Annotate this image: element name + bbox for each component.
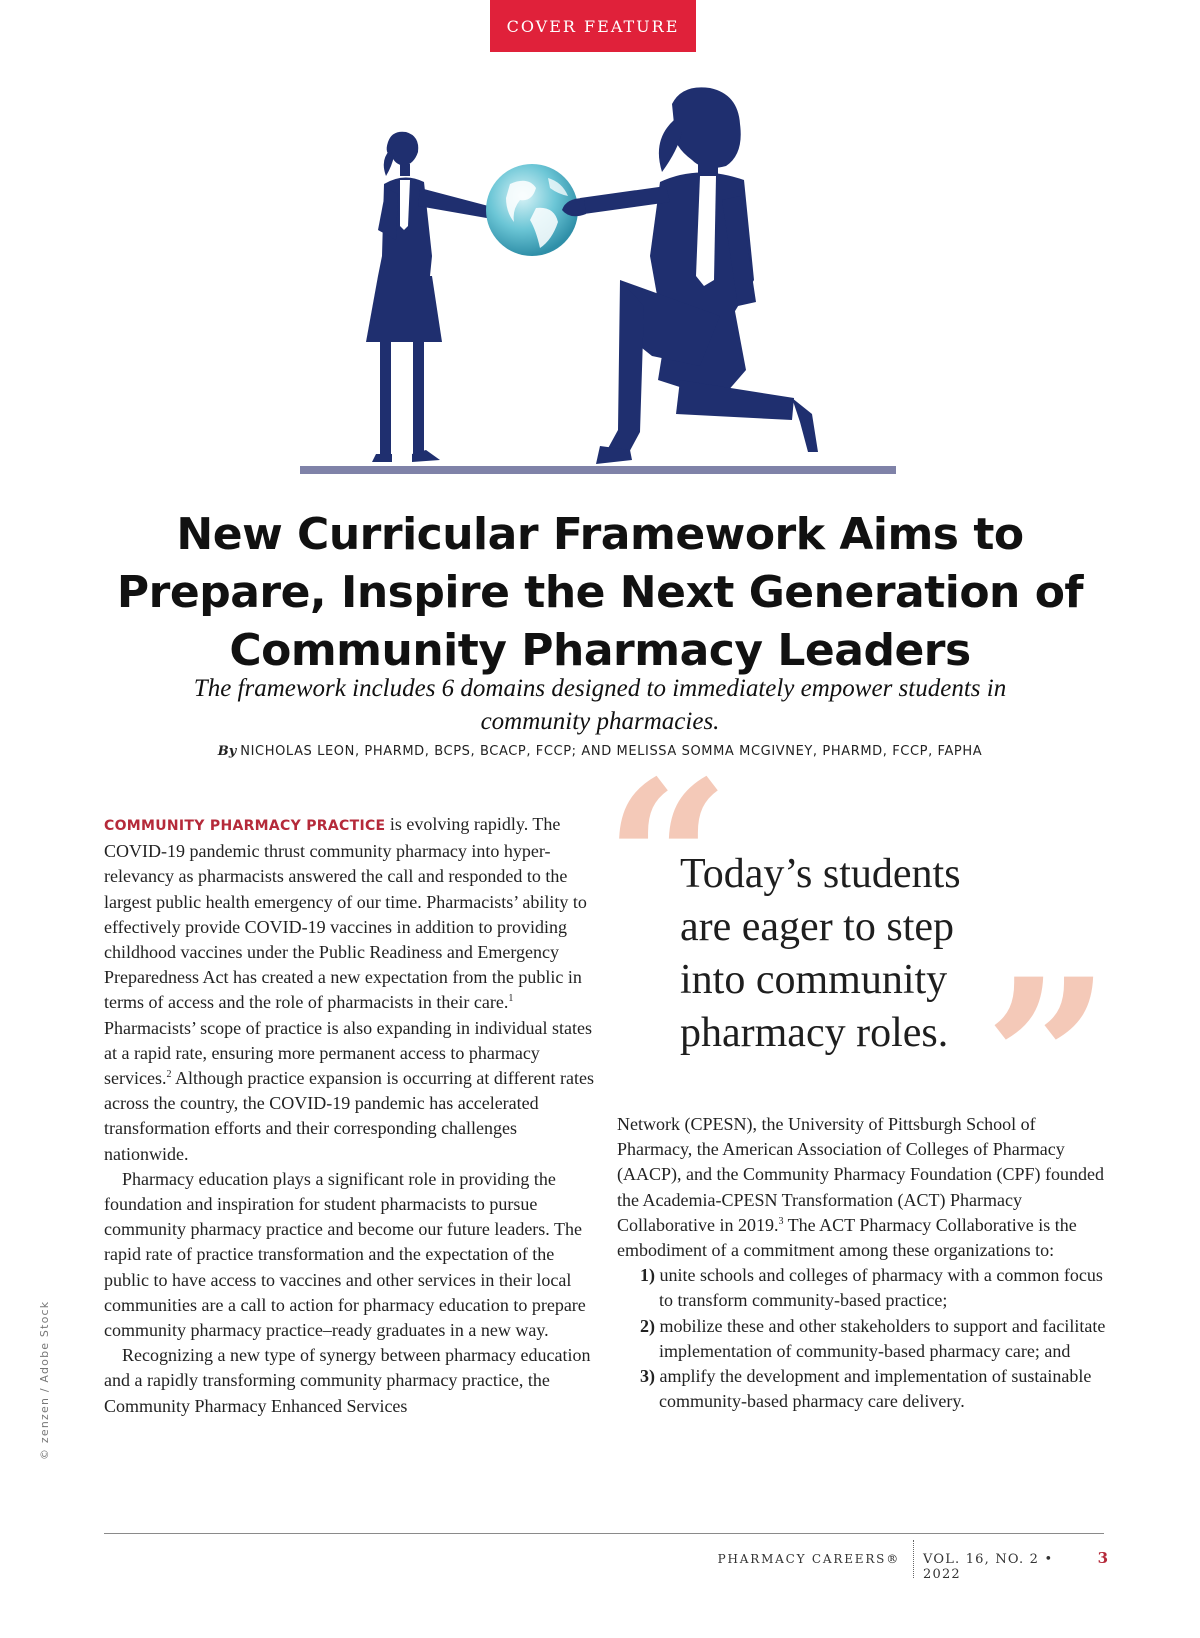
footnote-ref: 2 — [166, 1069, 172, 1081]
hero-illustration — [300, 80, 900, 480]
body-column-left — [104, 812, 598, 1419]
page-number: 3 — [1097, 1549, 1108, 1567]
body-text: Pharmacists’ scope of practice is also expanding in individual states at a rapid rate, ensuring more permanent access to pharmacy services. — [104, 1017, 593, 1089]
list-number: 1) — [640, 1265, 655, 1286]
list-item — [617, 1314, 1107, 1364]
footer-rule — [104, 1533, 1104, 1534]
list-number: 2) — [640, 1315, 655, 1336]
list-item — [617, 1263, 1107, 1313]
list-text: unite schools and colleges of pharmacy with a common focus to transform community-based practice; — [659, 1265, 1103, 1311]
lead-in: COMMUNITY PHARMACY PRACTICE — [104, 818, 386, 834]
list-text: amplify the development and implementation of sustainable community-based pharmacy care delivery. — [659, 1366, 1092, 1412]
student-figure — [366, 132, 498, 462]
list-text: mobilize these and other stakeholders to support and facilitate implementation of community-based pharmacy care; and — [659, 1315, 1106, 1361]
body-text: is evolving rapidly. The COVID-19 pandemic thrust community pharmacy into hyper-relevancy as pharmacists answered the call and responded to the largest public health emergency of our time. Pharmacists’ ability to effectively provide COVID-19 vaccines in addition to providing childhood vaccines under the Public Readiness and Emergency Preparedness Act has created a new expectation from the public in terms of access and the role of pharmacists in their care. — [104, 814, 587, 1013]
photo-credit: © zenzen / Adobe Stock — [38, 1300, 51, 1460]
body-paragraph: Pharmacy education plays a significant role in providing the foundation and inspiration for student pharmacists to pursue community pharmacy practice and become our future leaders. The rapid rate of practice transformation and the expectation of the public to have access to vaccines and other services in their local communities are a call to action for pharmacy education to prepare community pharmacy practice–ready graduates in a new way. — [104, 1168, 586, 1341]
byline-prefix: By — [217, 744, 237, 759]
list-item — [617, 1364, 1107, 1414]
section-tag: COVER FEATURE — [490, 0, 696, 52]
pull-quote: Today’s students are eager to step into community pharmacy roles. — [680, 851, 961, 1056]
byline-authors: NICHOLAS LEON, PHARMD, BCPS, BCACP, FCCP; AND MELISSA SOMMA MCGIVNEY, PHARMD, FCCP, FAPHA — [240, 744, 983, 759]
close-quote-mark: ” — [984, 930, 1111, 1189]
article-deck: The framework includes 6 domains designed to immediately empower students in community pharmacies. — [193, 675, 1007, 735]
body-paragraph: Recognizing a new type of synergy between pharmacy education and a rapidly transforming community pharmacy practice, the Community Pharmacy Enhanced Services — [104, 1345, 591, 1416]
open-quote-mark: “ — [604, 732, 731, 991]
body-text: The ACT Pharmacy Collaborative is the embodiment of a commitment among these organizations to: — [617, 1214, 1077, 1261]
footer-issue: VOL. 16, NO. 2 • 2022 — [923, 1552, 1054, 1582]
footer-publication: PHARMACY CAREERS® — [717, 1552, 900, 1566]
body-text: Network (CPESN), the University of Pittsburgh School of Pharmacy, the American Association of Colleges of Pharmacy (AACP), and the Community Pharmacy Foundation (CPF) founded the Academia-CPESN Transformation (ACT) Pharmacy Collaborative in 2019. — [617, 1114, 1104, 1235]
body-text: Although practice expansion is occurring at different rates across the country, the COVID-19 pandemic has accelerated transformation efforts and their corresponding challenges nationwide. — [104, 1068, 595, 1164]
byline — [100, 744, 1100, 759]
footer-divider — [913, 1540, 914, 1578]
article-headline: New Curricular Framework Aims to Prepare, Inspire the Next Generation of Community Pharmacy Leaders — [116, 509, 1084, 676]
footnote-ref: 3 — [778, 1215, 784, 1227]
footnote-ref: 1 — [508, 993, 514, 1005]
ground-shadow — [300, 466, 896, 474]
body-paragraph — [104, 812, 598, 1167]
commitment-list — [617, 1263, 1107, 1414]
list-number: 3) — [640, 1366, 655, 1387]
